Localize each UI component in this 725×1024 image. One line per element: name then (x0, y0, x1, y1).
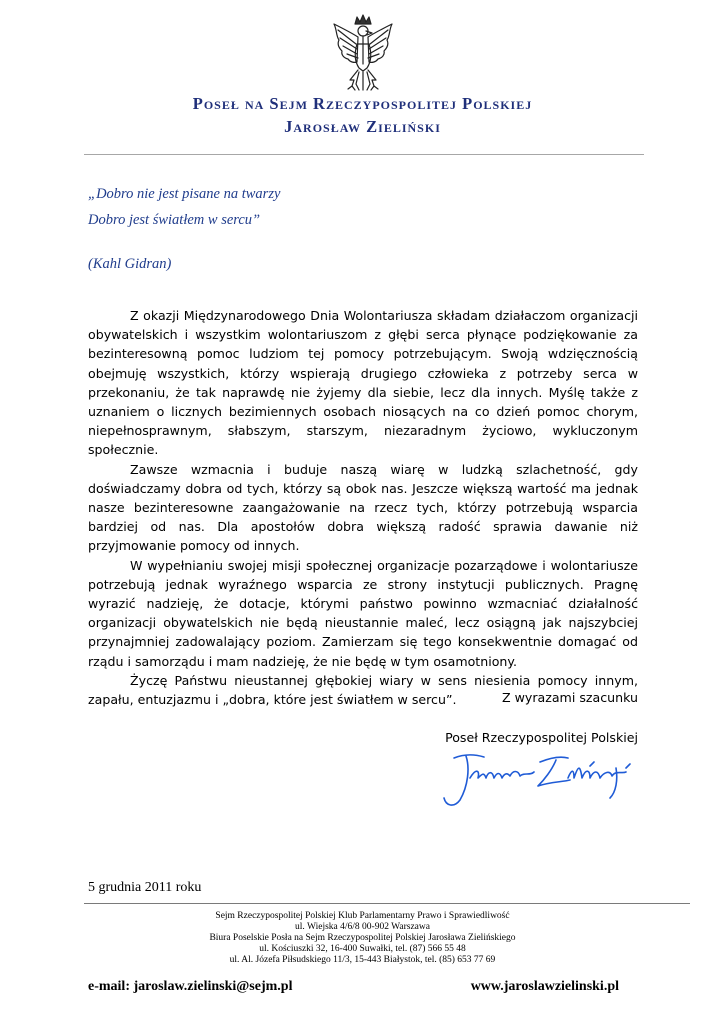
handwritten-signature-icon (440, 748, 650, 812)
quote-line-1: „Dobro nie jest pisane na twarzy (88, 186, 281, 202)
footer-website: www.jaroslawzielinski.pl (470, 979, 619, 994)
letter-paragraph-3: W wypełnianiu swojej misji społecznej organizacje pozarządowe i wolontariusze potrzebują jednak wyraźnego wsparcia ze strony instytucji publicznych. Pragnę wyrazić nadzieję, że dotacje, którymi państwo powinno wzmacniać działalność organizacji obywatelskich nie będą nieustannie maleć, lecz osiągną jak najszybciej przynajmniej zadowalający poziom. Zamierzam się tego konsekwentnie domagać od rządu i samorządu i mam nadzieję, że nie będę w tym osamotniony. (88, 557, 638, 669)
footer-line-offices: Biura Poselskie Posła na Sejm Rzeczypospolitej Polskiej Jarosława Zielińskiego (209, 933, 516, 943)
closing-title: Poseł Rzeczypospolitej Polskiej (445, 730, 638, 745)
letter-paragraph-4: Życzę Państwu nieustannej głębokiej wiary w sens niesienia pomocy innym, zapału, entuzjazmu i „dobra, które jest światłem w sercu”. (88, 672, 638, 708)
footer-line-address-warsaw: ul. Wiejska 4/6/8 00-902 Warszawa (295, 922, 430, 932)
footer-divider (84, 903, 690, 904)
header-divider (84, 154, 644, 155)
footer-line-club: Sejm Rzeczypospolitej Polskiej Klub Parlamentarny Prawo i Sprawiedliwość (215, 911, 510, 921)
letter-body (88, 306, 638, 709)
footer-line-address-suwalki: ul. Kościuszki 32, 16-400 Suwałki, tel. (87) 566 55 48 (259, 944, 466, 954)
letter-paragraph-1: Z okazji Międzynarodowego Dnia Wolontariusza składam działaczom organizacji obywatelskich i wszystkim wolontariuszom z głębi serca płynące podziękowanie za bezinteresowną pomoc ludziom tej pomocy potrzebującym. Swoją wdzięcznością obejmuję wszystkich, którzy wspierają drugiego człowieka z potrzeby serca w przekonaniu, że tak naprawdę nie żyjemy dla siebie, lecz dla innych. Myślę także z uznaniem o licznych bezimiennych osobach niosących na co dzień pomoc chorym, niepełnosprawnym, słabszym, starszym, niezaradnym życiowo, wykluczonym społecznie. (88, 308, 638, 458)
header-mp-name: Jarosław Zieliński (284, 117, 441, 136)
footer-email: e-mail: jaroslaw.zielinski@sejm.pl (88, 979, 293, 994)
footer-line-address-bialystok: ul. Al. Józefa Piłsudskiego 11/3, 15-443 Białystok, tel. (85) 653 77 69 (229, 955, 496, 965)
polish-eagle-emblem-icon (330, 14, 396, 92)
header-office-title: Poseł na Sejm Rzeczypospolitej Polskiej (192, 94, 533, 113)
letter-paragraph-2: Zawsze wzmacnia i buduje naszą wiarę w ludzką szlachetność, gdy doświadczamy dobra od tych, którzy są obok nas. Jeszcze większą wartość ma jednak nasze bezinteresowne zaangażowanie na rzecz tych, którzy potrzebują wsparcia bardziej od nas. Dla apostołów dobra większą radość sprawia dawanie niż przyjmowanie pomocy od innych. (88, 461, 638, 554)
quote-author: (Kahl Gidran) (88, 256, 172, 272)
letter-date: 5 grudnia 2011 roku (88, 880, 202, 895)
closing-regards: Z wyrazami szacunku (501, 690, 638, 705)
quote-line-2: Dobro jest światłem w sercu” (88, 212, 261, 228)
